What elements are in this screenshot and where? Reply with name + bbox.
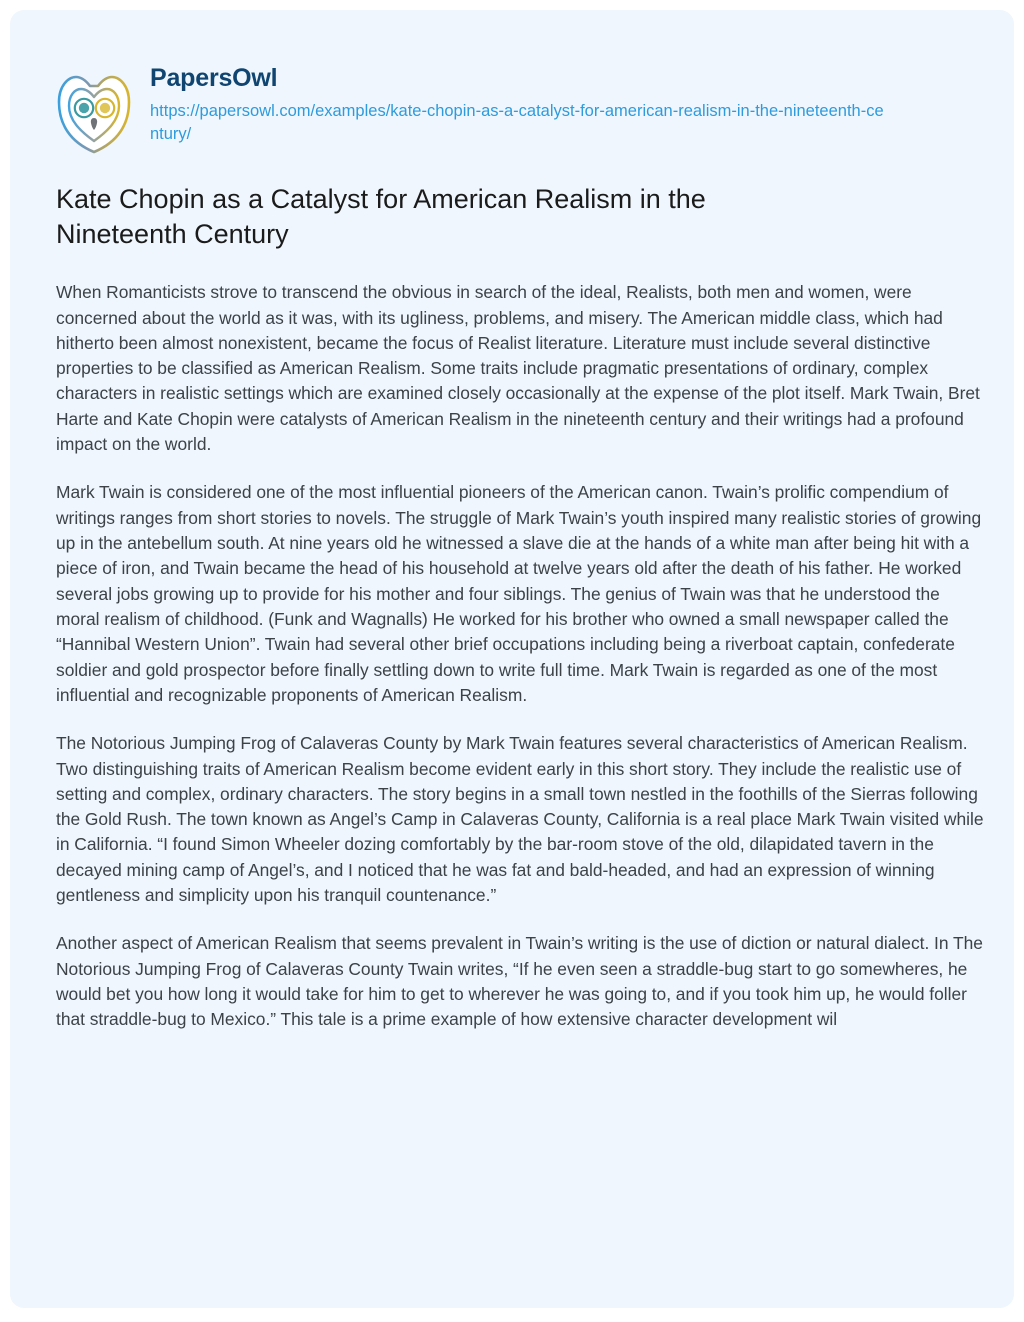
article-paragraph: Mark Twain is considered one of the most influential pioneers of the American canon. Twain’s prolific compendium of writings ranges from short stories to novels. The struggle of Mark Twain’s youth inspired many realistic stories of growing up in the antebellum south. At nine years old he witnessed a slave die at the hands of a white man after being hit with a piece of iron, and Twain became the head of his household at twelve years old after the death of his father. He worked several jobs growing up to provide for his mother and four siblings. The genius of Twain was that he understood the moral realism of childhood. (Funk and Wagnalls) He worked for his brother who owned a small newspaper called the “Hannibal Western Union”. Twain had several other brief occupations including being a riverboat captain, confederate soldier and gold prospector before finally settling down to write full time. Mark Twain is regarded as one of the most influential and recognizable proponents of American Realism.: [56, 482, 982, 705]
source-url-link[interactable]: https://papersowl.com/examples/kate-chopin-as-a-catalyst-for-american-realism-in-the-nineteenth-century/: [150, 101, 884, 144]
article-body: [56, 280, 986, 1032]
page-title: Kate Chopin as a Catalyst for American Realism in the Nineteenth Century: [56, 184, 706, 250]
article-paragraph: The Notorious Jumping Frog of Calaveras County by Mark Twain features several characteristics of American Realism. Two distinguishing traits of American Realism become evident early in this short story. They include the realistic use of setting and complex, ordinary characters. The story begins in a small town nestled in the foothills of the Sierras following the Gold Rush. The town known as Angel’s Camp in Calaveras County, California is a real place Mark Twain visited while in California. “I found Simon Wheeler dozing comfortably by the bar-room stove of the old, dilapidated tavern in the decayed mining camp of Angel’s, and I noticed that he was fat and bald-headed, and had an expression of winning gentleness and simplicity upon his tranquil countenance.”: [56, 733, 984, 906]
article: [56, 182, 986, 1033]
article-paragraph: Another aspect of American Realism that seems prevalent in Twain’s writing is the use of diction or natural dialect. In The Notorious Jumping Frog of Calaveras County Twain writes, “If he even seen a straddle-bug start to go somewheres, he would bet you how long it would take for him to get to wherever he was going to, and if you took him up, he would foller that straddle-bug to Mexico.” This tale is a prime example of how extensive character development wil: [56, 933, 983, 1030]
brand-text-block: [150, 54, 946, 147]
owl-icon: [46, 62, 142, 158]
brand-name: PapersOwl: [150, 64, 278, 92]
article-paragraph: When Romanticists strove to transcend the obvious in search of the ideal, Realists, both men and women, were concerned about the world as it was, with its ugliness, problems, and misery. The American middle class, which had hitherto been almost nonexistent, became the focus of Realist literature. Literature must include several distinctive properties to be classified as American Realism. Some traits include pragmatic presentations of ordinary, complex characters in realistic settings which are examined closely occasionally at the expense of the plot itself. Mark Twain, Bret Harte and Kate Chopin were catalysts of American Realism in the nineteenth century and their writings had a profound impact on the world.: [56, 282, 980, 455]
page-card: [10, 10, 1014, 1308]
site-header: [46, 54, 946, 158]
